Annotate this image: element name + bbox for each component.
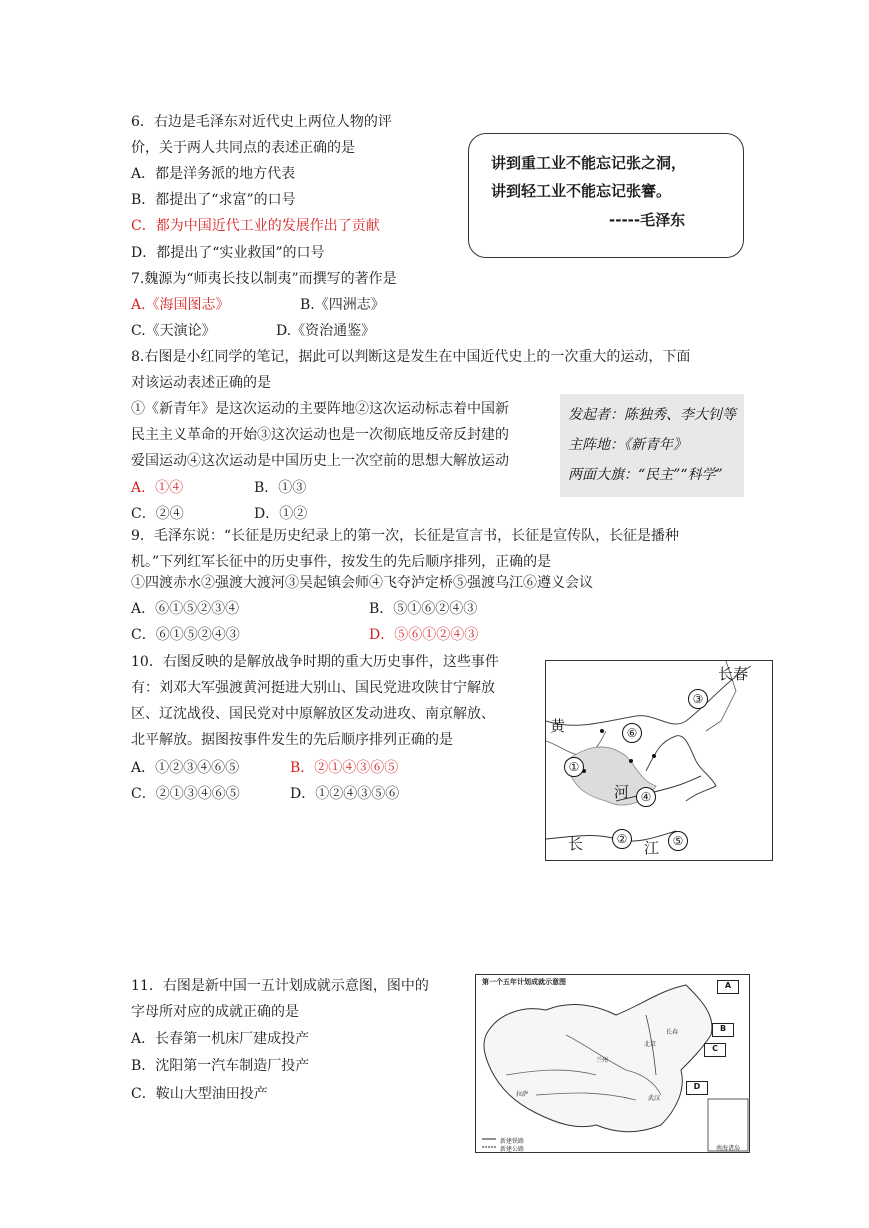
- q8-body-line1: ①《新青年》是这次运动的主要阵地②这次运动标志着中国新: [131, 401, 509, 417]
- q10-option-b-answer: B．②①④③⑥⑤: [290, 760, 399, 776]
- q8-note-line2: 主阵地：《新青年》: [568, 437, 687, 453]
- q8-option-a-answer: A．①④: [131, 480, 184, 496]
- q11-option-b: B．沈阳第一汽车制造厂投产: [131, 1058, 310, 1074]
- q10-civil-war-map: [545, 660, 773, 861]
- q11-map-legend-railway: 新建铁路: [500, 1138, 525, 1145]
- q7-option-d: D.《资治通鉴》: [276, 323, 376, 339]
- q10-map-marker-5: ⑤: [668, 831, 688, 851]
- q11-stem-line1: 11．右图是新中国一五计划成就示意图，图中的: [131, 978, 429, 994]
- q11-map-label-wuhan: 武汉: [648, 1095, 661, 1102]
- q11-five-year-plan-map: [475, 974, 750, 1153]
- q8-body-line2: 民主主义革命的开始③这次运动也是一次彻底地反帝反封建的: [131, 427, 509, 443]
- q10-map-label-chang: 长: [568, 835, 584, 853]
- q10-map-label-huang: 黄: [550, 717, 566, 735]
- q6-option-a: A．都是洋务派的地方代表: [131, 166, 296, 182]
- q10-stem-line4: 北平解放。据图按事件发生的先后顺序排列正确的是: [131, 732, 453, 748]
- q11-map-inset-nanhai: 南海诸岛: [716, 1145, 741, 1152]
- q8-option-b: B．①③: [254, 480, 307, 496]
- q7-option-c: C.《天演论》: [131, 323, 216, 339]
- q10-stem-line3: 区、辽沈战役、国民党对中原解放区发动进攻、南京解放、: [131, 706, 495, 722]
- q11-map-box-b: B: [712, 1023, 734, 1037]
- q10-option-a: A．①②③④⑥⑤: [131, 760, 240, 776]
- q11-map-label-beijing: 北京: [644, 1041, 657, 1048]
- q6-quote-box: [468, 133, 744, 258]
- q9-option-b: B．⑤①⑥②④③: [369, 601, 478, 617]
- q9-option-d-answer: D．⑤⑥①②④③: [369, 627, 479, 643]
- q8-option-d: D．①②: [254, 506, 308, 522]
- q8-note-line3: 两面大旗：“民主”“科学”: [568, 467, 723, 483]
- q8-body-line3: 爱国运动④这次运动是中国历史上一次空前的思想大解放运动: [131, 453, 509, 469]
- q9-option-c: C．⑥①⑤②④③: [131, 627, 240, 643]
- q10-map-label-jiang: 江: [644, 839, 660, 857]
- q9-option-a: A．⑥①⑤②③④: [131, 601, 240, 617]
- q10-map-label-changchun: 长春: [718, 665, 749, 683]
- q11-map-box-a: A: [717, 980, 739, 994]
- q9-events: ①四渡赤水②强渡大渡河③吴起镇会师④飞夺泸定桥⑤强渡乌江⑥遵义会议: [131, 575, 593, 591]
- q11-map-box-c: C: [704, 1043, 726, 1057]
- q8-option-c: C．②④: [131, 506, 184, 522]
- q7-stem: 7.魏源为“师夷长技以制夷”而撰写的著作是: [131, 271, 397, 287]
- q6-option-d: D．都提出了“实业救国”的口号: [131, 245, 325, 261]
- q6-stem-line2: 价，关于两人共同点的表述正确的是: [131, 140, 355, 156]
- q6-stem-line1: 6．右边是毛泽东对近代史上两位人物的评: [131, 114, 392, 130]
- q11-map-label-changchun: 长春: [666, 1029, 679, 1036]
- q8-note-line1: 发起者：陈独秀、李大钊等: [568, 407, 736, 423]
- q8-handwritten-note-photo: [560, 394, 744, 497]
- q7-option-a-answer: A.《海国图志》: [131, 297, 230, 313]
- q10-map-marker-2: ②: [612, 829, 632, 849]
- q11-map-legend-highway: 新建公路: [500, 1146, 525, 1153]
- q11-option-c: C．鞍山大型油田投产: [131, 1086, 268, 1102]
- q6-quote-author: -----毛泽东: [609, 211, 686, 229]
- q9-stem-line1: 9．毛泽东说：“长征是历史纪录上的第一次，长征是宣言书，长征是宣传队，长征是播种: [131, 528, 680, 544]
- q11-stem-line2: 字母所对应的成就正确的是: [131, 1004, 299, 1020]
- q10-map-marker-6: ⑥: [622, 723, 642, 743]
- q10-stem-line2: 有：刘邓大军强渡黄河挺进大别山、国民党进攻陕甘宁解放: [131, 680, 495, 696]
- q10-option-d: D．①②④③⑤⑥: [290, 786, 400, 802]
- q6-option-c-answer: C．都为中国近代工业的发展作出了贡献: [131, 218, 380, 234]
- q10-map-marker-4: ④: [636, 787, 656, 807]
- q10-map-marker-3: ③: [688, 689, 708, 709]
- q11-option-a: A．长春第一机床厂建成投产: [131, 1031, 310, 1047]
- q11-map-graphic: [476, 975, 749, 1152]
- q6-option-b: B．都提出了“求富”的口号: [131, 192, 296, 208]
- q9-stem-line2: 机。”下列红军长征中的历史事件，按发生的先后顺序排列，正确的是: [131, 554, 552, 570]
- q11-map-label-lhasa: 拉萨: [516, 1091, 529, 1098]
- q10-stem-line1: 10．右图反映的是解放战争时期的重大历史事件，这些事件: [131, 654, 499, 670]
- q8-stem-line2: 对该运动表述正确的是: [131, 375, 271, 391]
- q10-option-c: C．②①③④⑥⑤: [131, 786, 240, 802]
- q7-option-b: B.《四洲志》: [300, 297, 385, 313]
- q11-map-label-lanzhou: 兰州: [596, 1057, 609, 1064]
- q11-map-box-d: D: [686, 1081, 708, 1095]
- q6-quote-line1: 讲到重工业不能忘记张之洞，: [491, 154, 687, 172]
- q6-quote-line2: 讲到轻工业不能忘记张謇。: [491, 182, 672, 200]
- q10-map-marker-1: ①: [564, 757, 584, 777]
- q10-map-label-he: 河: [614, 783, 630, 801]
- q11-map-title: 第一个五年计划成就示意图: [482, 978, 566, 986]
- q8-stem-line1: 8.右图是小红同学的笔记，据此可以判断这是发生在中国近代史上的一次重大的运动，下面: [131, 349, 691, 365]
